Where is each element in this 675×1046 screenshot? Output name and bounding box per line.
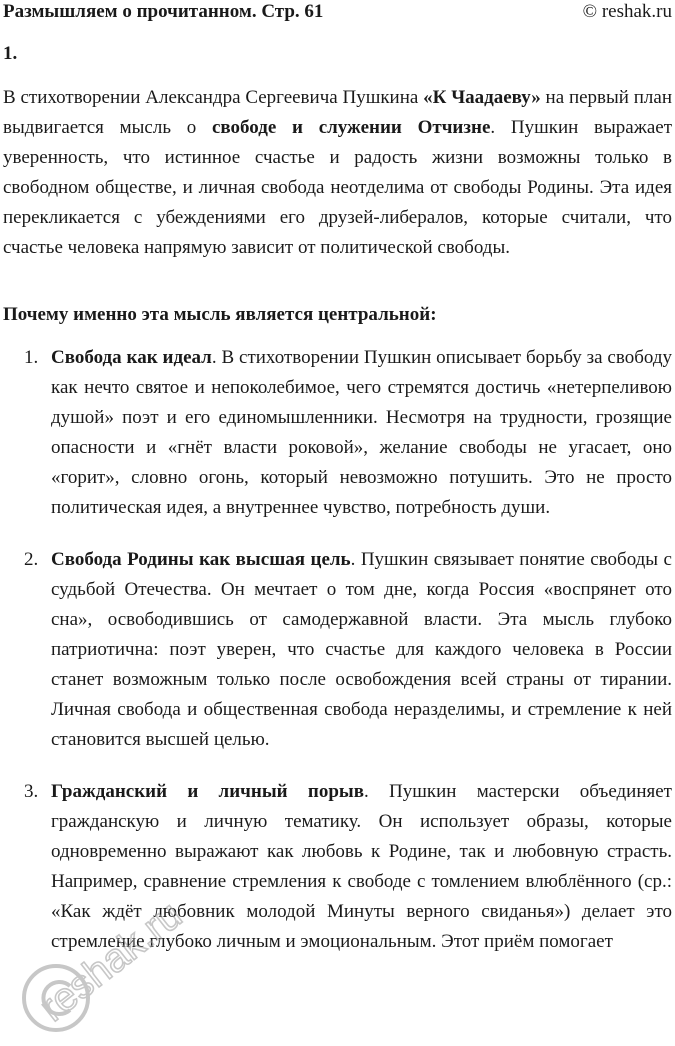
intro-text-3: . Пушкин выражает уверенность, что истинное счастье и радость жизни возможны только в свободном обществе, и личная свобода неотделима от свободы Родины. Эта идея перекликается с убеждениями его друзей-либералов, которые считали, что счастье человека напрямую зависит от политической свободы.: [3, 117, 672, 258]
page-title: Размышляем о прочитанном. Стр. 61: [3, 1, 324, 22]
numbered-list: [0, 343, 675, 957]
watermark-text: reshak.ru: [31, 892, 191, 1031]
list-item-text: . Пушкин связывает понятие свободы с судьбой Отечества. Он мечтает о том дне, когда Россия «воспрянет ото сна», освободившись от самодержавной власти. Эта мысль глубоко патриотична: поэт уверен, что счастье для каждого человека в России станет возможным только после освобождения всей страны от тирании. Личная свобода и общественная свобода неразделимы, и стремление к ней становится высшей целью.: [51, 549, 672, 750]
list-item-title: Свобода как идеал: [51, 347, 212, 368]
list-item-text: . В стихотворении Пушкин описывает борьбу за свободу как нечто святое и непоколебимое, чего стремятся достичь «нетерпеливою душой» поэт и его единомышленники. Несмотря на трудности, грозящие опасности и «гнёт власти роковой», желание свободы не угасает, оно «горит», словно огонь, который невозможно потушить. Это не просто политическая идея, а внутреннее чувство, потребность души.: [51, 347, 672, 518]
list-item-title: Гражданский и личный порыв: [51, 781, 364, 802]
section-subheading: Почему именно эта мысль является центральной:: [3, 304, 437, 325]
list-item: [0, 545, 672, 755]
list-item-paragraph: [51, 343, 672, 523]
list-item-text: . Пушкин мастерски объединяет гражданскую и личную тематику. Он использует образы, которые одновременно выражают как любовь к Родине, так и любовную страсть. Например, сравнение стремления к свободе с томлением влюблённого (ср.: «Как ждёт любовник молодой Минуты верного свиданья») делает это стремление глубоко личным и эмоциональным. Этот приём помогает: [51, 781, 672, 952]
page-header: [0, 0, 675, 26]
copyright-icon: [24, 966, 88, 1030]
list-item-number: 1.: [24, 347, 39, 368]
list-item: [0, 777, 672, 957]
intro-text-1: В стихотворении Александра Сергеевича Пушкина: [3, 87, 424, 108]
intro-bold-title: «К Чаадаеву»: [423, 87, 541, 108]
list-item-number: 3.: [24, 781, 39, 802]
intro-bold-theme: свободе и служении Отчизне: [211, 117, 491, 138]
list-item-title: Свобода Родины как высшая цель: [51, 549, 351, 570]
intro-paragraph: [3, 83, 672, 263]
intro-text-2: на первый план выдвигается мысль о: [3, 87, 672, 138]
list-item: [0, 343, 672, 523]
task-number: 1.: [3, 43, 18, 64]
list-item-number: 2.: [24, 549, 39, 570]
list-item-paragraph: [51, 545, 672, 755]
list-item-paragraph: [51, 777, 672, 957]
site-credit: © reshak.ru: [582, 1, 672, 22]
